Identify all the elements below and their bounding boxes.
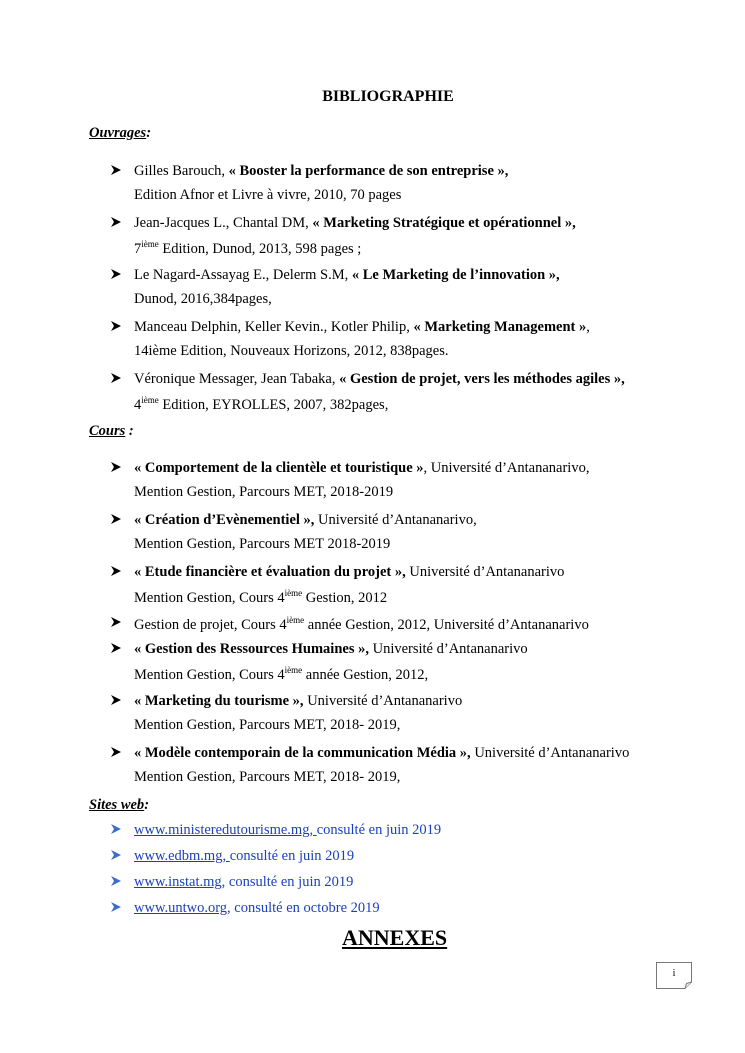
list-item [110, 848, 355, 865]
list-item [110, 745, 630, 786]
course-details: Mention Gestion, Cours 4ième Gestion, 2012 [134, 588, 388, 606]
course-details: Mention Gestion, Parcours MET 2018-2019 [134, 536, 391, 552]
arrow-bullet-icon [110, 849, 122, 861]
course-title: « Création d’Evènementiel », [134, 512, 315, 528]
section-heading-ouvrages [89, 125, 151, 142]
page-number-box [656, 962, 692, 988]
course-institution: , Université d’Antananarivo, [423, 460, 590, 476]
course-institution: Université d’Antananarivo [405, 564, 565, 580]
website-link[interactable]: www.edbm.mg, [134, 848, 230, 864]
list-item [110, 319, 590, 360]
list-item [110, 900, 380, 917]
item-details: Dunod, 2016,384pages, [134, 291, 272, 307]
section-label: Sites web [89, 797, 145, 813]
item-suffix: , [586, 319, 590, 335]
section-colon: : [125, 423, 134, 439]
item-details: Edition Afnor et Livre à vivre, 2010, 70 pages [134, 187, 402, 203]
arrow-bullet-icon [110, 616, 122, 628]
item-author: Jean-Jacques L., Chantal DM, [134, 215, 313, 231]
list-item [110, 564, 565, 607]
consulted-date: consulté en juin 2019 [229, 848, 355, 864]
item-title: « Marketing Stratégique et opérationnel », [312, 215, 576, 231]
consulted-date: , consulté en juin 2019 [221, 874, 354, 890]
arrow-bullet-icon [110, 164, 122, 176]
list-item [110, 371, 625, 414]
course-title: « Etude financière et évaluation du projet », [134, 564, 406, 580]
consulted-date: , consulté en octobre 2019 [227, 900, 380, 916]
item-author: Véronique Messager, Jean Tabaka, [134, 371, 340, 387]
arrow-bullet-icon [110, 694, 122, 706]
list-item [110, 460, 590, 501]
course-institution: Université d’Antananarivo [470, 745, 630, 761]
course-title: « Gestion des Ressources Humaines », [134, 641, 369, 657]
course-title: « Marketing du tourisme », [134, 693, 304, 709]
list-item [110, 693, 463, 734]
item-title: « Marketing Management » [413, 319, 587, 335]
arrow-bullet-icon [110, 823, 122, 835]
list-item [110, 874, 354, 891]
arrow-bullet-icon [110, 746, 122, 758]
section-heading-sites-web [89, 797, 149, 814]
arrow-bullet-icon [110, 565, 122, 577]
arrow-bullet-icon [110, 461, 122, 473]
arrow-bullet-icon [110, 216, 122, 228]
item-author: Gilles Barouch, [134, 163, 229, 179]
arrow-bullet-icon [110, 372, 122, 384]
list-item [110, 267, 560, 308]
course-title: « Comportement de la clientèle et touristique » [134, 460, 424, 476]
item-author: Le Nagard-Assayag E., Delerm S.M, [134, 267, 352, 283]
item-title: « Gestion de projet, vers les méthodes agiles », [339, 371, 625, 387]
website-link[interactable]: www.instat.mg [134, 874, 222, 890]
item-author: Manceau Delphin, Keller Kevin., Kotler Philip, [134, 319, 414, 335]
item-details: 4ième Edition, EYROLLES, 2007, 382pages, [134, 395, 389, 413]
list-item [110, 641, 528, 684]
arrow-bullet-icon [110, 268, 122, 280]
course-details: Mention Gestion, Parcours MET, 2018-2019 [134, 484, 394, 500]
arrow-bullet-icon [110, 642, 122, 654]
list-item [110, 163, 509, 204]
annexes-heading: ANNEXES [342, 925, 448, 950]
list-item [110, 822, 442, 839]
course-details: Mention Gestion, Cours 4ième année Gestion, 2012, [134, 665, 429, 683]
website-link[interactable]: www.untwo.org [134, 900, 228, 916]
arrow-bullet-icon [110, 320, 122, 332]
section-colon: : [146, 125, 152, 141]
section-label: Cours [89, 423, 126, 439]
course-details: Mention Gestion, Parcours MET, 2018- 2019, [134, 717, 401, 733]
item-details: 7ième Edition, Dunod, 2013, 598 pages ; [134, 239, 362, 257]
course-details: Mention Gestion, Parcours MET, 2018- 2019, [134, 769, 401, 785]
item-title: « Booster la performance de son entreprise », [228, 163, 509, 179]
section-heading-cours [89, 423, 134, 440]
item-details: 14ième Edition, Nouveaux Horizons, 2012, 838pages. [134, 343, 449, 359]
course-institution: Université d’Antananarivo [368, 641, 528, 657]
arrow-bullet-icon [110, 513, 122, 525]
arrow-bullet-icon [110, 901, 122, 913]
course-title: « Modèle contemporain de la communication Média », [134, 745, 471, 761]
page-number: i [672, 968, 676, 979]
consulted-date: consulté en juin 2019 [316, 822, 442, 838]
section-colon: : [144, 797, 150, 813]
website-link[interactable]: www.ministeredutourisme.mg, [134, 822, 317, 838]
course-institution: Université d’Antananarivo [303, 693, 463, 709]
section-label: Ouvrages [89, 125, 147, 141]
list-item [110, 615, 589, 634]
item-title: « Le Marketing de l’innovation », [351, 267, 560, 283]
arrow-bullet-icon [110, 875, 122, 887]
course-title: Gestion de projet, Cours 4ième année Gestion, 2012, Université d’Antananarivo [134, 615, 589, 633]
page-title: BIBLIOGRAPHIE [322, 88, 454, 105]
list-item [110, 215, 576, 258]
course-institution: Université d’Antananarivo, [314, 512, 477, 528]
list-item [110, 512, 477, 553]
